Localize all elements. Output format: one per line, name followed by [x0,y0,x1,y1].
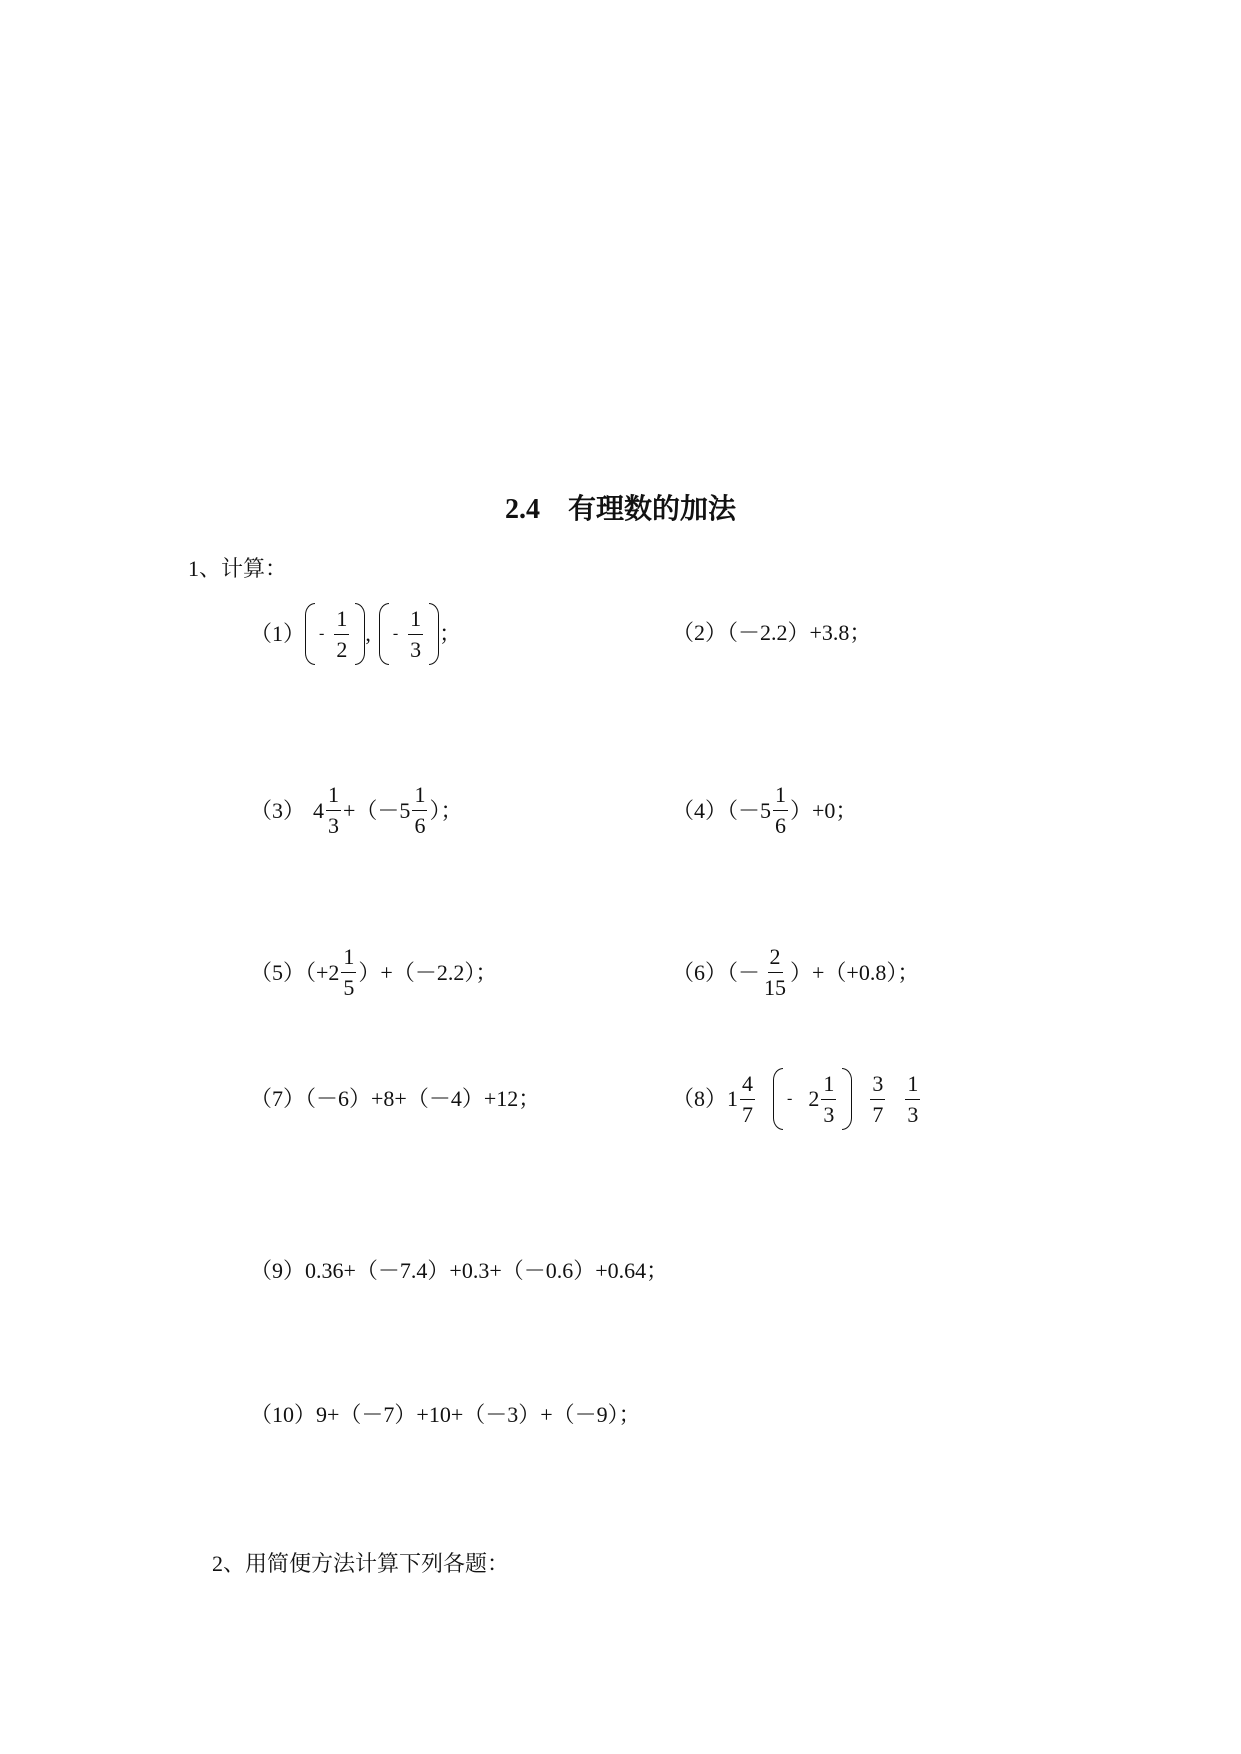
denominator: 7 [872,1101,884,1127]
problem-1-end: ； [439,621,462,646]
fraction [408,605,423,662]
fraction [326,784,341,837]
numerator: 1 [326,784,341,811]
problem-6-end: ）+（+0.8）； [790,959,920,985]
numerator: 2 [768,946,783,973]
problem-9: （9）0.36+（－7.4）+0.3+（－0.6）+0.64； [250,1258,669,1283]
problem-10: （10）9+（－7）+10+（－3）+（－9）； [250,1402,641,1427]
numerator: 1 [334,608,349,635]
fraction [740,1070,755,1127]
minus-sign: - [319,625,325,642]
fraction [870,1070,885,1127]
minus-sign: - [392,625,399,642]
whole-part: 1 [727,1086,739,1111]
left-paren [773,1068,783,1130]
denominator: 5 [343,975,355,1000]
fraction [773,784,788,837]
right-paren [355,603,365,665]
fraction [341,946,356,999]
numerator: 1 [905,1073,920,1100]
problem-6 [672,946,919,999]
problem-3-end: ）； [429,797,463,823]
title-number: 2.4 [504,494,540,525]
numerator: 4 [740,1073,755,1100]
problem-5-label: （5）（+2 [250,959,340,985]
numerator: 1 [773,784,788,811]
denominator: 2 [336,636,348,662]
denominator: 6 [414,813,426,838]
problem-8 [672,1068,922,1130]
denominator: 3 [823,1101,835,1127]
right-paren [842,1068,852,1130]
problem-1 [250,603,461,665]
numerator: 1 [821,1073,836,1100]
fraction [905,1070,920,1127]
minus-sign: - [787,1090,793,1107]
problem-2: （2）（－2.2）+3.8； [672,620,872,645]
left-paren [305,603,315,665]
problem-3 [250,784,462,837]
problem-4 [672,784,857,837]
problem-5-end: ）+（－2.2）； [358,959,498,985]
problem-8-label: （8） [672,1086,728,1111]
problem-1-label: （1） [250,621,306,646]
denominator: 3 [907,1101,919,1127]
problem-4-label: （4）（－5 [672,797,772,823]
page-title [0,487,1241,527]
problem-7: （7）（－6）+8+（－4）+12； [250,1086,541,1111]
fraction [412,784,427,837]
problem-6-label: （6）（－ [672,959,761,985]
whole-part: 4 [313,797,325,823]
fraction [762,946,788,999]
denominator: 7 [742,1101,754,1127]
problem-3-label: （3） [250,797,306,823]
denominator: 15 [764,975,787,1000]
left-paren [379,603,389,665]
section-1-label: 1、计算： [188,556,288,581]
numerator: 1 [408,608,423,635]
numerator: 1 [412,784,427,811]
numerator: 1 [341,946,356,973]
numerator: 3 [870,1073,885,1100]
fraction [821,1070,836,1127]
whole-part: 2 [808,1086,820,1111]
problem-4-end: ）+0； [790,797,858,823]
right-paren [429,603,439,665]
denominator: 3 [410,636,422,662]
fraction [334,605,349,662]
denominator: 6 [775,813,787,838]
section-2-label: 2、用简便方法计算下列各题： [212,1551,510,1576]
title-text: 有理数的加法 [567,494,736,525]
separator: , [365,621,371,646]
problem-3-mid: +（－5 [343,797,411,823]
denominator: 3 [328,813,340,838]
problem-5 [250,946,497,999]
